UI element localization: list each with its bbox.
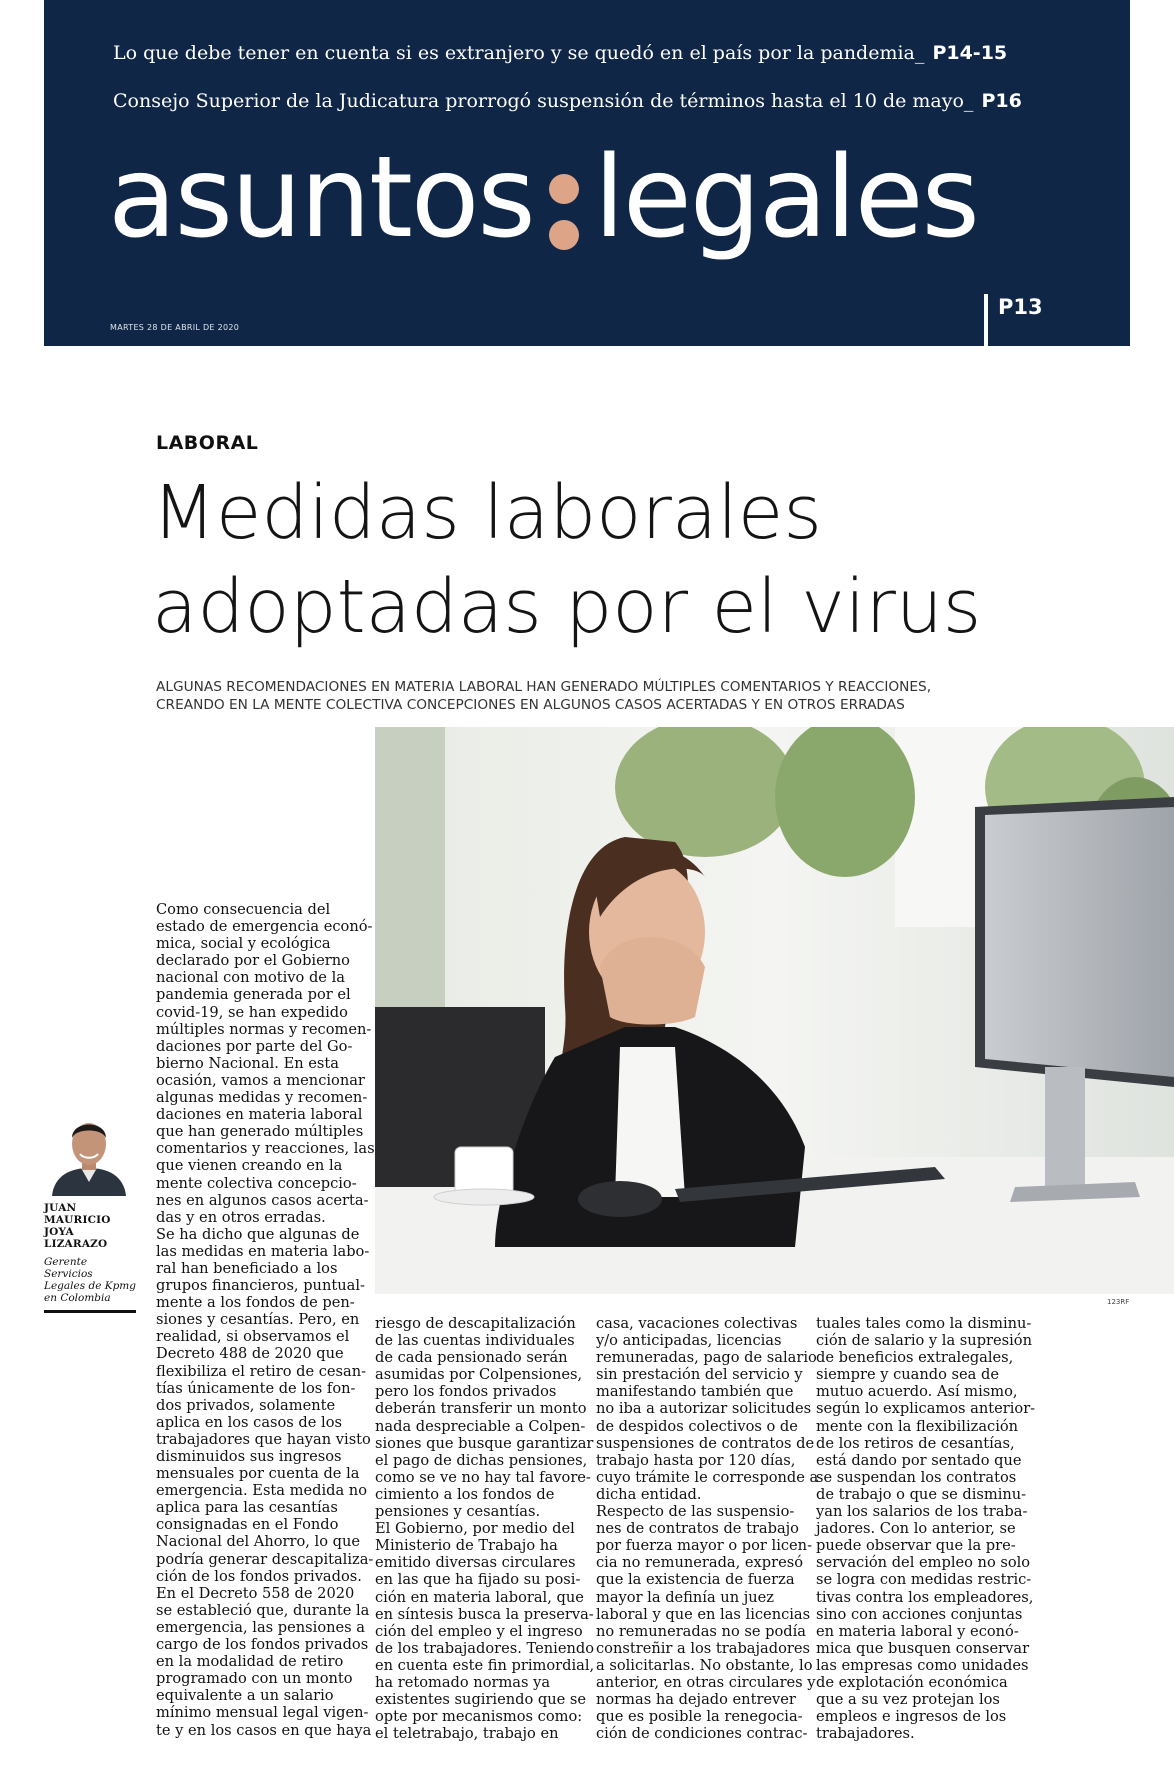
article-text-line: de despidos colectivos o de: [596, 1417, 798, 1435]
article-text-line: no remuneradas no se podía: [596, 1622, 806, 1640]
article-text-line: a solicitarlas. No obstante, lo: [596, 1656, 813, 1674]
article-text-line: pero los fondos privados: [375, 1383, 557, 1401]
article-text-line: nes de contratos de trabajo: [596, 1520, 799, 1538]
publication-logo: [108, 133, 978, 263]
article-text-line: el pago de dichas pensiones,: [375, 1451, 588, 1469]
article-text-line: te y en los casos en que haya: [156, 1721, 372, 1739]
article-text-line: asumidas por Colpensiones,: [375, 1366, 583, 1384]
article-text-line: mayor la definía un juez: [596, 1588, 774, 1606]
article-text-line: cimiento a los fondos de: [375, 1485, 555, 1503]
article-text-line: de las cuentas individuales: [375, 1332, 575, 1350]
article-text-line: de trabajo o que se disminu-: [816, 1485, 1027, 1503]
article-text-line: disminuidos sus ingresos: [156, 1448, 342, 1465]
article-text-line: servación del empleo no solo: [816, 1554, 1031, 1572]
article-text-line: en materia laboral y econó-: [816, 1622, 1019, 1640]
headline-line: adoptadas por el virus: [152, 564, 982, 650]
article-text-line: ción de salario y la supresión: [816, 1332, 1032, 1350]
article-text-line: mente a los fondos de pen-: [156, 1294, 355, 1312]
article-text-line: podría generar descapitaliza-: [156, 1550, 374, 1568]
article-text-line: de los retiros de cesantías,: [816, 1434, 1015, 1452]
article-text-line: ha retomado normas ya: [375, 1673, 551, 1691]
article-text-line: tuales tales como la disminu-: [816, 1315, 1032, 1332]
article-text-line: el teletrabajo, trabajo en: [375, 1725, 559, 1743]
photo-credit: 123RF: [1107, 1298, 1130, 1306]
article-text-line: en síntesis busca la preserva-: [375, 1605, 594, 1623]
article-text-line: por fuerza mayor o por licen-: [596, 1537, 813, 1555]
article-text-line: anterior, en otras circulares y: [596, 1673, 816, 1691]
article-text-line: mica que busquen conservar: [816, 1639, 1030, 1657]
article-text-line: nada despreciable a Colpen-: [375, 1417, 586, 1435]
article-text-line: mutuo acuerdo. Así mismo,: [816, 1383, 1018, 1401]
article-text-line: en las que ha fijado su posi-: [375, 1571, 581, 1589]
article-text-line: tivas contra los empleadores,: [816, 1588, 1034, 1606]
article-text-line: cia no remunerada, expresó: [596, 1554, 803, 1572]
article-text-line: remuneradas, pago de salario: [596, 1349, 817, 1367]
logo-word-right: legales: [593, 133, 978, 263]
article-text-line: mica, social y ecológica: [156, 935, 331, 953]
article-text-line: que han generado múltiples: [156, 1123, 364, 1141]
article-text-line: las empresas como unidades: [816, 1656, 1029, 1674]
teaser-link[interactable]: [113, 42, 1007, 64]
article-text-line: bierno Nacional. En esta: [156, 1054, 339, 1072]
article-text-line: siones y cesantías. Pero, en: [156, 1311, 360, 1329]
article-text-line: está dando por sentado que: [816, 1451, 1022, 1469]
article-text-line: según lo explicamos anterior-: [816, 1400, 1036, 1418]
author-divider: [44, 1310, 136, 1313]
article-text-line: mente con la flexibilización: [816, 1417, 1019, 1435]
article-text-line: En el Decreto 558 de 2020: [156, 1584, 355, 1602]
article-text-line: El Gobierno, por medio del: [375, 1520, 575, 1538]
article-text-line: deberán transferir un monto: [375, 1400, 587, 1418]
teaser-text: Lo que debe tener en cuenta si es extranjero y se quedó en el país por la pandemia_: [113, 42, 925, 64]
article-text-line: emitido diversas circulares: [375, 1554, 576, 1572]
article-column-1: [156, 901, 375, 1739]
article-text-line: que la existencia de fuerza: [596, 1571, 795, 1589]
article-text-line: normas ha dejado entrever: [596, 1691, 796, 1709]
author-block: [44, 1110, 136, 1313]
article-text-line: daciones por parte del Go-: [156, 1037, 353, 1055]
article-text-line: constreñir a los trabajadores: [596, 1639, 810, 1657]
article-text-line: programado con un monto: [156, 1670, 353, 1688]
article-text-line: dicha entidad.: [596, 1485, 702, 1503]
article-text-line: emergencia, las pensiones a: [156, 1618, 365, 1636]
section-label: LABORAL: [156, 432, 259, 454]
page-number-box: [984, 294, 1086, 346]
article-text-line: grupos financieros, puntual-: [156, 1277, 365, 1295]
article-text-line: tías únicamente de los fon-: [156, 1379, 356, 1397]
article-text-line: de los trabajadores. Teniendo: [375, 1639, 594, 1657]
author-name: JUAN MAURICIO JOYA LIZARAZO: [44, 1202, 111, 1250]
article-text-line: trabajadores.: [816, 1725, 915, 1743]
article-text-line: se logra con medidas restric-: [816, 1571, 1032, 1589]
teaser-link[interactable]: [113, 90, 1022, 112]
logo-word-left: asuntos: [108, 133, 534, 263]
article-text-line: covid-19, se han expedido: [156, 1003, 348, 1021]
article-text-line: empleos e ingresos de los: [816, 1708, 1007, 1726]
article-text-line: de beneficios extralegales,: [816, 1349, 1014, 1367]
article-text-line: dos privados, solamente: [156, 1396, 336, 1414]
teaser-page: P16: [981, 90, 1022, 112]
article-text-line: de cada pensionado serán: [375, 1349, 568, 1367]
article-text-line: ción de condiciones contrac-: [596, 1725, 808, 1743]
article-dek: [156, 678, 1016, 714]
article-text-line: Decreto 488 de 2020 que: [156, 1345, 344, 1363]
article-text-line: riesgo de descapitalización: [375, 1315, 576, 1332]
article-text-line: Nacional del Ahorro, lo que: [156, 1533, 360, 1551]
article-text-line: mensuales por cuenta de la: [156, 1465, 360, 1483]
article-text-line: declarado por el Gobierno: [156, 952, 350, 970]
article-text-line: comentarios y reacciones, las: [156, 1140, 375, 1158]
article-text-line: casa, vacaciones colectivas: [596, 1315, 798, 1332]
dek-line: CREANDO EN LA MENTE COLECTIVA CONCEPCIONES EN ALGUNOS CASOS ACERTADAS Y EN OTROS ERRADAS: [156, 697, 905, 713]
article-text-line: que vienen creando en la: [156, 1157, 343, 1175]
article-text-line: aplica para las cesantías: [156, 1499, 338, 1517]
article-text-line: daciones en materia laboral: [156, 1106, 363, 1124]
teaser-text: Consejo Superior de la Judicatura prorrogó suspensión de términos hasta el 10 de mayo_: [113, 90, 974, 112]
issue-date: MARTES 28 DE ABRIL DE 2020: [110, 323, 240, 332]
article-text-line: ral han beneficiado a los: [156, 1259, 338, 1277]
article-text-line: nacional con motivo de la: [156, 969, 345, 987]
article-text-line: múltiples normas y recomen-: [156, 1020, 372, 1038]
article-text-line: equivalente a un salario: [156, 1687, 334, 1705]
logo-colon-icon: [534, 142, 594, 242]
article-text-line: no iba a autorizar solicitudes: [596, 1400, 812, 1418]
article-text-line: puede observar que la pre-: [816, 1537, 1016, 1555]
article-column-4: [816, 1315, 1036, 1743]
article-text-line: trabajadores que hayan visto: [156, 1430, 371, 1448]
article-photo: [375, 727, 1174, 1294]
teaser-page: P14-15: [932, 42, 1008, 64]
article-text-line: como se ve no hay tal favore-: [375, 1468, 591, 1486]
article-text-line: siempre y cuando sea de: [816, 1366, 999, 1384]
article-text-line: sino con acciones conjuntas: [816, 1605, 1023, 1623]
article-text-line: yan los salarios de los traba-: [816, 1503, 1028, 1521]
article-text-line: mínimo mensual legal vigen-: [156, 1704, 369, 1722]
article-text-line: ocasión, vamos a mencionar: [156, 1071, 365, 1089]
article-text-line: algunas medidas y recomen-: [156, 1089, 368, 1107]
article-text-line: consignadas en el Fondo: [156, 1516, 339, 1534]
author-photo: [44, 1110, 134, 1196]
headline: [152, 466, 1112, 654]
article-text-line: cuyo trámite le corresponde a: [596, 1468, 819, 1486]
article-text-line: ción del empleo y el ingreso: [375, 1622, 583, 1640]
article-text-line: que a su vez protejan los: [816, 1691, 1000, 1709]
dek-line: ALGUNAS RECOMENDACIONES EN MATERIA LABORAL HAN GENERADO MÚLTIPLES COMENTARIOS Y REACCIONES,: [156, 679, 932, 695]
article-text-line: pensiones y cesantías.: [375, 1503, 541, 1521]
article-text-line: jadores. Con lo anterior, se: [816, 1520, 1016, 1538]
page-number-divider: [984, 294, 988, 346]
article-text-line: de explotación económica: [816, 1673, 1008, 1691]
article-text-line: realidad, si observamos el: [156, 1328, 350, 1346]
page-number: P13: [998, 295, 1043, 319]
article-text-line: Respecto de las suspensio-: [596, 1503, 795, 1521]
article-text-line: en cuenta este fin primordial,: [375, 1656, 595, 1674]
article-text-line: suspensiones de contratos de: [596, 1434, 815, 1452]
article-text-line: las medidas en materia labo-: [156, 1242, 370, 1260]
article-text-line: que es posible la renegocia-: [596, 1708, 803, 1726]
article-text-line: en la modalidad de retiro: [156, 1653, 344, 1671]
article-text-line: opte por mecanismos como:: [375, 1708, 583, 1726]
article-text-line: sin prestación del servicio y: [596, 1366, 803, 1384]
article-text-line: Se ha dicho que algunas de: [156, 1225, 360, 1243]
article-text-line: emergencia. Esta medida no: [156, 1482, 367, 1500]
article-text-line: estado de emergencia econó-: [156, 918, 373, 936]
article-text-line: Como consecuencia del: [156, 901, 331, 918]
article-text-line: existentes sugiriendo que se: [375, 1691, 587, 1709]
article-text-line: manifestando también que: [596, 1383, 794, 1401]
article-text-line: flexibiliza el retiro de cesan-: [156, 1362, 367, 1380]
article-column-2: [375, 1315, 595, 1743]
article-text-line: se estableció que, durante la: [156, 1601, 370, 1619]
article-text-line: ción en materia laboral, que: [375, 1588, 584, 1606]
headline-line: Medidas laborales: [152, 470, 822, 556]
article-column-3: [596, 1315, 819, 1743]
article-text-line: laboral y que en las licencias: [596, 1605, 811, 1623]
article-text-line: pandemia generada por el: [156, 986, 351, 1004]
article-text-line: siones que busque garantizar: [375, 1434, 594, 1452]
article-text-line: nes en algunos casos acerta-: [156, 1191, 369, 1209]
article-text-line: mente colectiva concepcio-: [156, 1174, 357, 1192]
article-text-line: se suspendan los contratos: [816, 1468, 1017, 1486]
article-text-line: trabajo hasta por 120 días,: [596, 1451, 796, 1469]
article-text-line: Ministerio de Trabajo ha: [375, 1537, 558, 1555]
article-text-line: ción de los fondos privados.: [156, 1567, 362, 1585]
article-text-line: cargo de los fondos privados: [156, 1636, 369, 1654]
author-role: Gerente Servicios Legales de Kpmg en Colombia: [44, 1256, 136, 1304]
article-text-line: das y en otros erradas.: [156, 1208, 326, 1226]
article-text-line: aplica en los casos de los: [156, 1413, 342, 1431]
article-text-line: y/o anticipadas, licencias: [596, 1332, 782, 1350]
